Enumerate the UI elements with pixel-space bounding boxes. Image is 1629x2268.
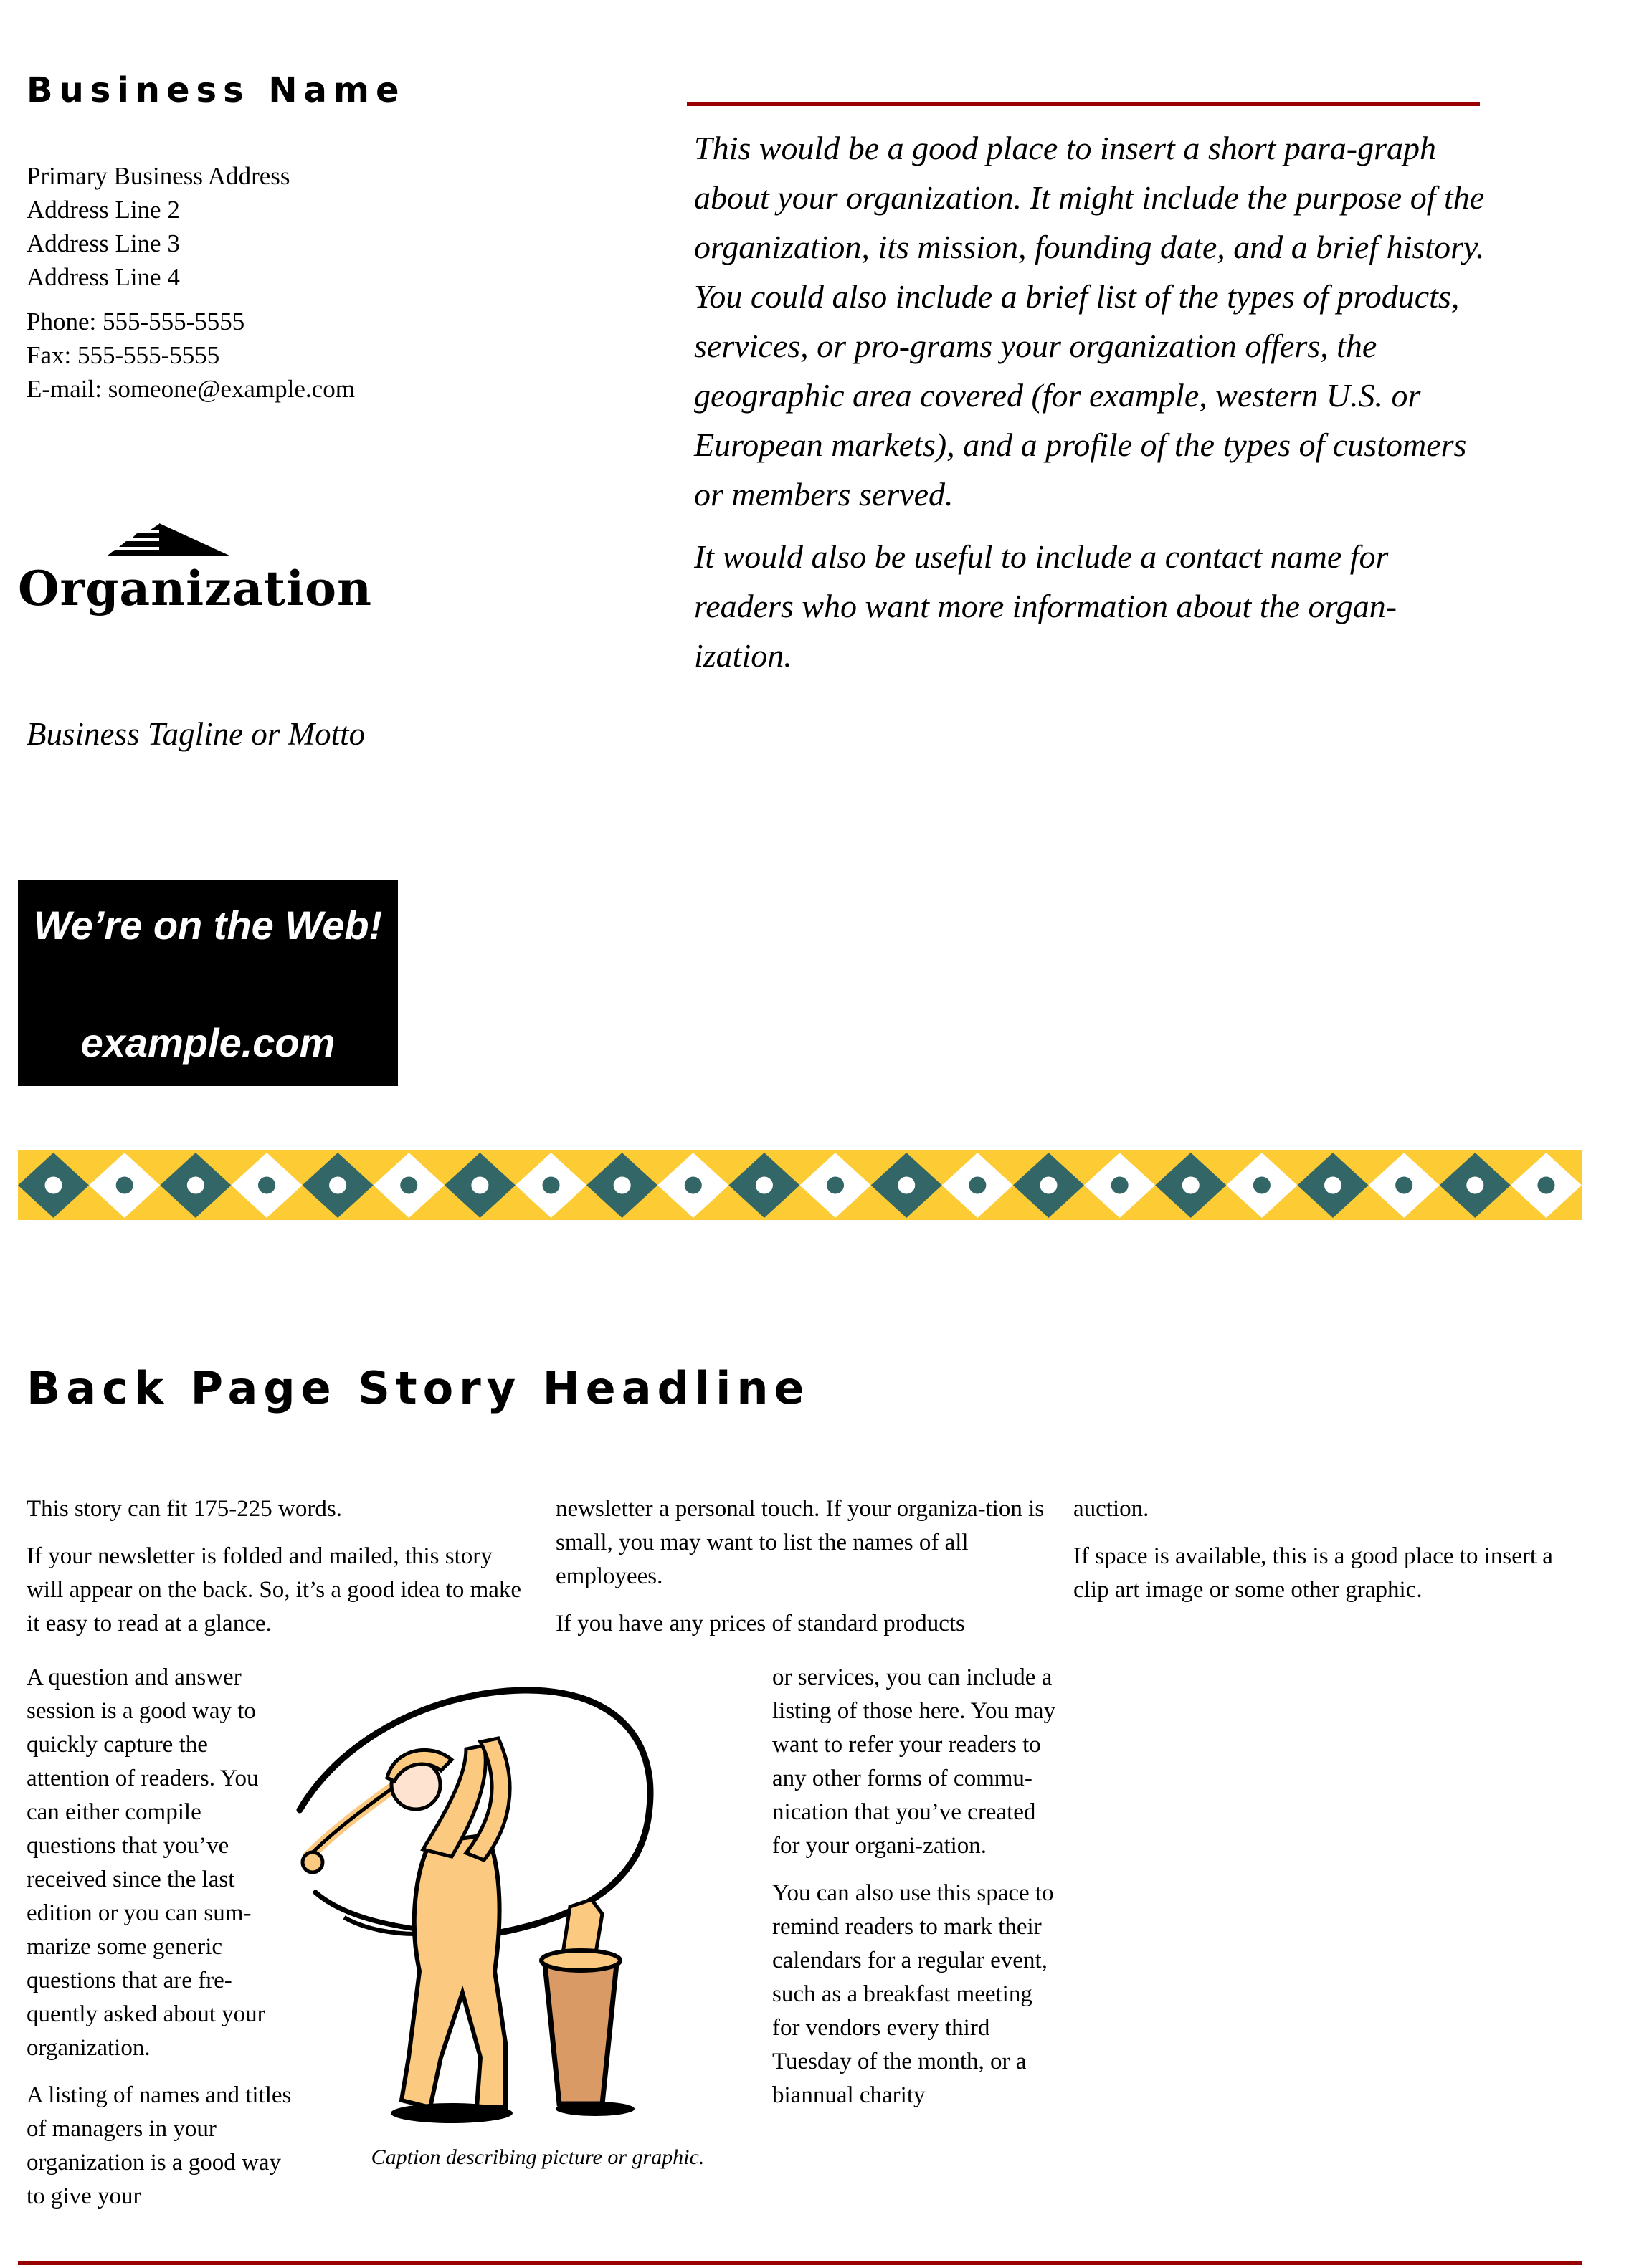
about-paragraph: This would be a good place to insert a short para-graph about your organization. It might include the purpose of the organization, its mission, founding date, and a brief history. You could also include a brief list of the types of products, services, or pro-grams your organization offers, the geographic area covered (for example, western U.S. or European markets), and a profile of the types of customers or members served. [694,130,1485,513]
border-dot [1324,1177,1341,1194]
border-dot [1111,1177,1129,1194]
border-dot [543,1177,560,1194]
phone-line: Phone: 555-555-5555 [27,308,245,335]
diamond-border-band [18,1150,1582,1220]
border-dot [329,1177,346,1194]
border-dot [471,1177,488,1194]
border-dot [45,1177,62,1194]
border-dot [1395,1177,1412,1194]
story-column-2-wrap [772,1661,1059,2126]
about-paragraph: It would also be useful to include a contact name for readers who want more information about the organ-ization. [694,538,1397,674]
border-dot [1182,1177,1200,1194]
story-column-2 [556,1492,1058,1654]
story-column-1-wrap [27,1661,292,2227]
border-dot [1040,1177,1057,1194]
about-organization [694,123,1490,693]
border-dot [898,1177,915,1194]
address-line: Address Line 4 [27,263,180,291]
story-paragraph: newsletter a personal touch. If your organiza-tion is small, you may want to list the names of all employees. [556,1496,1045,1589]
golfer-clipart-icon [287,1670,789,2143]
address-line: Address Line 2 [27,196,180,224]
web-url-link[interactable]: example.com [80,1020,336,1065]
image-caption: Caption describing picture or graphic. [371,2145,705,2169]
story-paragraph: If space is available, this is a good place to insert a clip art image or some other graphic. [1073,1543,1553,1603]
top-divider-rule [687,102,1480,106]
border-dot [116,1177,133,1194]
address-line: Address Line 3 [27,229,180,257]
border-dot [969,1177,986,1194]
border-dot [827,1177,844,1194]
story-paragraph: If you have any prices of standard products [556,1611,965,1636]
border-dot [1253,1177,1271,1194]
story-column-3 [1073,1492,1590,1621]
bottom-divider-rule [18,2261,1582,2265]
border-dot [400,1177,417,1194]
story-column-1 [27,1492,528,1654]
web-callout-heading: We’re on the Web! [33,902,383,948]
contact-block [27,305,355,406]
story-paragraph: A listing of names and titles of managers in your organization is a good way to give your [27,2082,292,2209]
border-dot [756,1177,773,1194]
border-dot [1537,1177,1554,1194]
email-line[interactable]: E-mail: someone@example.com [27,375,355,403]
business-name: Business Name [27,70,406,110]
border-dot [685,1177,702,1194]
organization-name: Organization [18,561,373,616]
address-line: Primary Business Address [27,162,290,190]
story-paragraph: auction. [1073,1496,1149,1522]
address-block [27,159,290,294]
web-callout-box [18,880,398,1086]
border-dot [614,1177,631,1194]
border-dot [1466,1177,1483,1194]
border-dot [187,1177,204,1194]
story-paragraph: If your newsletter is folded and mailed, this story will appear on the back. So, it’s a good idea to make it easy to read at a glance. [27,1543,522,1636]
story-headline: Back Page Story Headline [27,1362,810,1414]
story-paragraph: This story can fit 175-225 words. [27,1496,342,1522]
story-paragraph: or services, you can include a listing of those here. You may want to refer your readers to any other forms of commu-nication that you’ve created for your organi-zation. [772,1664,1056,1859]
stepped-triangle-logo-icon [108,523,229,556]
border-dot [258,1177,275,1194]
story-paragraph: You can also use this space to remind readers to mark their calendars for a regular event, such as a breakfast meeting for vendors every third Tuesday of the month, or a biannual charity [772,1880,1054,2108]
story-paragraph: A question and answer session is a good way to quickly capture the attention of readers. You can either compile questions that you’ve received since the last edition or you can sum-marize some generic questions that are fre-quently asked about your organization. [27,1664,265,2061]
business-tagline: Business Tagline or Motto [27,716,366,752]
fax-line: Fax: 555-555-5555 [27,341,220,369]
